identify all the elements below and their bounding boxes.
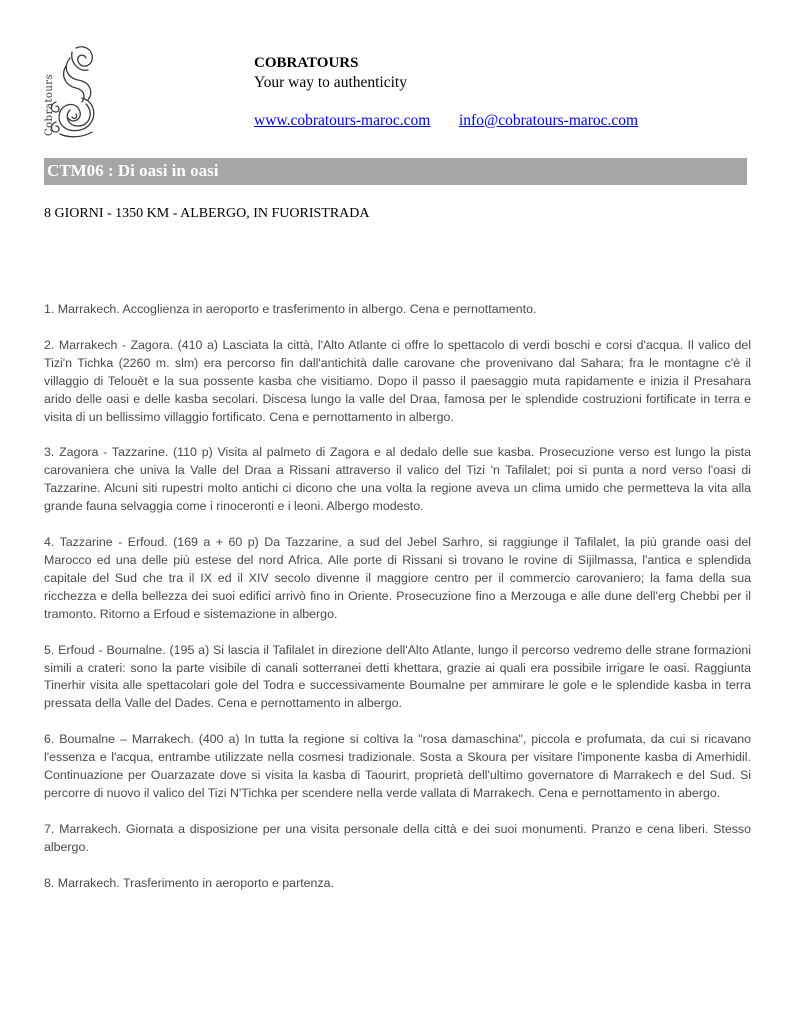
itinerary-day-4: 4. Tazzarine - Erfoud. (169 a + 60 p) Da Tazzarine, a sud del Jebel Sarhro, si raggiunge il Tafilalet, la più grande oasi del Marocco ed una delle più estese del nord Africa. Alle porte di Rissani si trovano le rovine di Sijilmassa, l'antica e splendida capitale del Sud che tra il IX ed il XIV secolo divenne il maggiore centro per il commercio carovaniero; la fama della sua ricchezza e della bellezza dei suoi edifici arrivò fino in Oriente. Prosecuzione fino a Merzouga e alle dune dell'erg Chebbi per il tramonto. Ritorno a Erfoud e sistemazione in albergo. xyxy=(44,535,751,621)
logo-vertical-text: Cobratours xyxy=(44,73,55,136)
website-link[interactable]: www.cobratours-maroc.com xyxy=(254,112,431,129)
email-link[interactable]: info@cobratours-maroc.com xyxy=(459,112,639,129)
itinerary-day-7: 7. Marrakech. Giornata a disposizione per una visita personale della città e dei suoi monumenti. Pranzo e cena liberi. Stesso albergo. xyxy=(44,821,751,854)
itinerary-day-1: 1. Marrakech. Accoglienza in aeroporto e trasferimento in albergo. Cena e pernottamento. xyxy=(44,302,537,316)
itinerary-day-8: 8. Marrakech. Trasferimento in aeroporto e partenza. xyxy=(44,875,334,890)
itinerary-day-3: 3. Zagora - Tazzarine. (110 p) Visita al palmeto di Zagora e al dedalo delle sue kasba. Prosecuzione verso est lungo la pista carovaniera che univa la Valle del Draa a Rissani attraverso il valico del Tizi 'n Tafilalet; poi si punta a nord verso l'oasi di Tazzarine. Alcuni siti rupestri molto antichi ci dicono che una volta la regione aveva un clima umido che permetteva la vita alla grande fauna selvaggia come i rinoceronti e i leoni. Albergo modesto. xyxy=(44,445,751,514)
brand-tagline: Your way to authenticity xyxy=(254,74,407,91)
itinerary-day-2: 2. Marrakech - Zagora. (410 a) Lasciata la città, l'Alto Atlante ci offre lo spettacolo di verdi boschi e corsi d'acqua. Il valico del Tizi'n Tichka (2260 m. slm) era percorso fin dall'antichità dalle carovane che provenivano dal Sahara; fra le montagne c'è il villaggio di Telouèt e la sua possente kasba che visitiamo. Dopo il passo il paesaggio muta rapidamente e inizia il Presahara arido delle oasi e delle kasba secolari. Discesa lungo la valle del Draa, famosa per le splendide costruzioni fortificate in terra e visita di un bellissimo villaggio fortificato. Cena e pernottamento in albergo. xyxy=(44,337,751,424)
brand-name: COBRATOURS xyxy=(254,55,359,71)
itinerary-day-6: 6. Boumalne – Marrakech. (400 a) In tutta la regione si coltiva la "rosa damaschina", piccola e profumata, da cui si ricavano l'essenza e l'acqua, entrambe utilizzate nella cosmesi tradizionale. Sosta a Skoura per visitare l'imponente kasba di Amerhidil. Continuazione per Ouarzazate dove si visita la kasba di Taourirt, proprietà dell'ultimo governatore di Marrakech e del Sud. Si percorre di nuovo il valico del Tizi N'Tichka per scendere nella verde vallata di Marrakech. Cena e pernottamento in abergo. xyxy=(44,732,751,800)
tour-title: CTM06 : Di oasi in oasi xyxy=(47,161,219,180)
itinerary-day-5: 5. Erfoud - Boumalne. (195 a) Si lascia il Tafilalet in direzione dell'Alto Atlante, lungo il percorso vedremo delle strane formazioni simili a crateri: sono la parte visibile di canali sotterranei detti khettara, grazie ai quali era possibile irrigare le oasi. Raggiunta Tinerhir visita alle spettacolari gole del Todra e successivamente Boumalne per ammirare le gole e le splendide kasba in terra pressata della Valle del Dades. Cena e pernottamento in albergo. xyxy=(44,642,751,711)
tour-subtitle: 8 GIORNI - 1350 KM - ALBERGO, IN FUORISTRADA xyxy=(44,206,370,221)
itinerary xyxy=(44,301,751,911)
tour-title-band xyxy=(44,158,747,185)
